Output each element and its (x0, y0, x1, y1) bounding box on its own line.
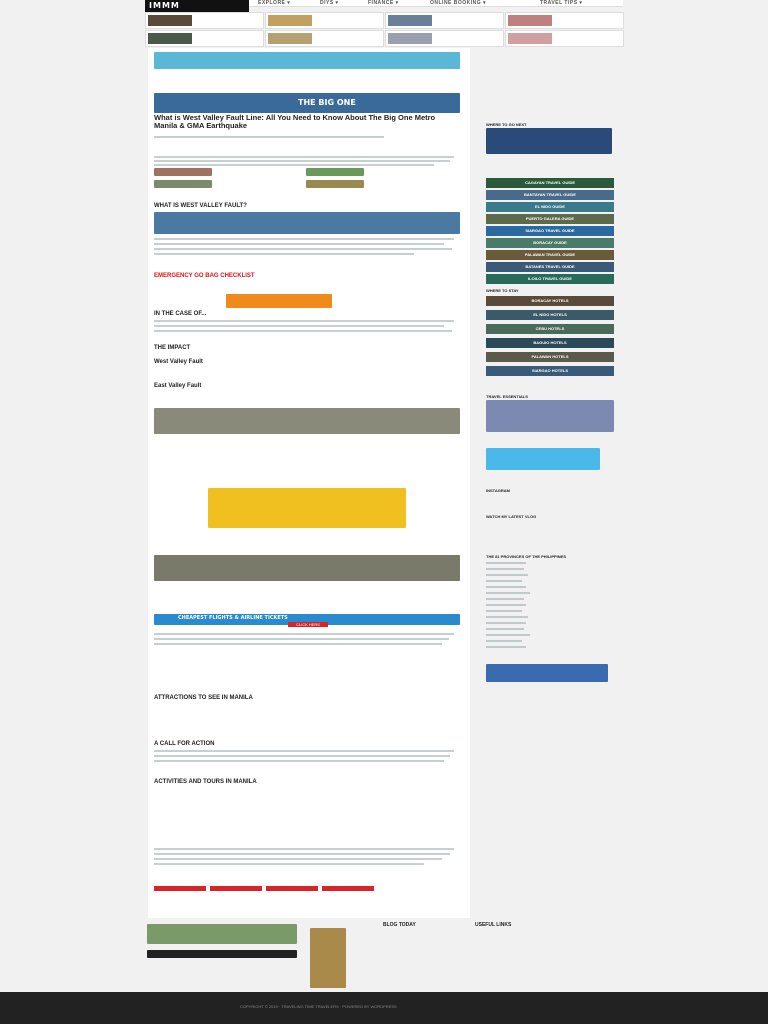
promo-image[interactable] (486, 448, 600, 470)
tripadvisor-badge[interactable] (147, 950, 297, 958)
stay-link[interactable]: CEBU HOTELS (486, 324, 614, 334)
section-heading: ATTRACTIONS TO SEE IN MANILA (154, 695, 253, 701)
ad-banner-image[interactable] (154, 52, 460, 69)
nav-item-online-booking[interactable]: ONLINE BOOKING ▾ (430, 0, 487, 6)
where-to-stay-title: WHERE TO STAY (486, 288, 519, 293)
site-footer (0, 992, 768, 1024)
guide-link[interactable]: PUERTO GALERA GUIDE (486, 214, 614, 224)
article-title: What is West Valley Fault Line: All You Need to Know About The Big One Metro Manila & GMA Earthquake (154, 113, 436, 130)
guide-link[interactable]: EL NIDO GUIDE (486, 202, 614, 212)
archive-title: THE 81 PROVINCES OF THE PHILIPPINES (486, 554, 567, 559)
featured-card[interactable] (145, 30, 264, 47)
section-heading: A CALL FOR ACTION (154, 741, 215, 747)
travel-essentials-image[interactable] (486, 400, 614, 432)
travel-essentials-title: TRAVEL ESSENTIALS (486, 394, 528, 399)
section-heading: EMERGENCY GO BAG CHECKLIST (154, 273, 255, 279)
sidebar (478, 48, 624, 918)
footer-image (147, 924, 297, 944)
guide-link[interactable]: BATANES TRAVEL GUIDE (486, 262, 614, 272)
featured-card[interactable] (505, 30, 624, 47)
hero-banner-text: THE BIG ONE (298, 98, 356, 107)
featured-card[interactable] (385, 30, 504, 47)
section-heading: WHAT IS WEST VALLEY FAULT? (154, 203, 247, 209)
cheapest-flights-title: CHEAPEST FLIGHTS & AIRLINE TICKETS (178, 615, 288, 621)
widget-image[interactable] (486, 664, 608, 682)
promo-banner[interactable] (226, 294, 332, 308)
stay-link[interactable]: BAGUIO HOTELS (486, 338, 614, 348)
nav-item-travel-tips[interactable]: TRAVEL TIPS ▾ (540, 0, 583, 6)
guide-link[interactable]: ILOILO TRAVEL GUIDE (486, 274, 614, 284)
stay-link[interactable]: PALAWAN HOTELS (486, 352, 614, 362)
click-here-button[interactable]: CLICK HERE (288, 622, 328, 627)
featured-grid (145, 12, 623, 47)
featured-card[interactable] (265, 12, 384, 29)
hazard-map-image (208, 488, 406, 528)
aerial-map-image (154, 555, 460, 581)
search-widget[interactable] (486, 128, 612, 154)
nav-item-explore[interactable]: EXPLORE ▾ (258, 0, 291, 6)
instagram-title: INSTAGRAM (486, 488, 510, 493)
guide-link[interactable]: BANTAYAN TRAVEL GUIDE (486, 190, 614, 200)
guide-link[interactable]: PALAWAN TRAVEL GUIDE (486, 250, 614, 260)
featured-card[interactable] (385, 12, 504, 29)
article-main (148, 48, 470, 918)
where-to-go-title: WHERE TO GO NEXT (486, 122, 527, 127)
section-heading: THE IMPACT (154, 345, 191, 351)
guide-link[interactable]: SIARGAO TRAVEL GUIDE (486, 226, 614, 236)
fault-map-image (154, 212, 460, 234)
stay-link[interactable]: SIARGAO HOTELS (486, 366, 614, 376)
copyright-text: COPYRIGHT © 2019 · TRAVELING TIME TRAVELERS · POWERED BY WORDPRESS (240, 1004, 397, 1009)
nav-item-finance[interactable]: FINANCE ▾ (368, 0, 399, 6)
section-heading: IN THE CASE OF... (154, 311, 207, 317)
guide-link[interactable]: BORACAY GUIDE (486, 238, 614, 248)
featured-card[interactable] (265, 30, 384, 47)
city-image (154, 408, 460, 434)
guide-link[interactable]: CAGAYAN TRAVEL GUIDE (486, 178, 614, 188)
blog-thumbnail[interactable] (310, 928, 346, 988)
stay-link[interactable]: EL NIDO HOTELS (486, 310, 614, 320)
latest-vlog-title: WATCH MY LATEST VLOG (486, 514, 537, 519)
stay-link[interactable]: BORACAY HOTELS (486, 296, 614, 306)
site-logo[interactable]: IMMM (145, 0, 249, 12)
blog-today-title: BLOG TODAY (383, 922, 416, 928)
featured-card[interactable] (505, 12, 624, 29)
footer-widgets (145, 920, 623, 990)
section-heading: West Valley Fault (154, 359, 203, 365)
useful-links-title: USEFUL LINKS (475, 922, 512, 928)
nav-item-diys[interactable]: DIYS ▾ (320, 0, 339, 6)
section-heading: East Valley Fault (154, 383, 202, 389)
featured-card[interactable] (145, 12, 264, 29)
section-heading: ACTIVITIES AND TOURS IN MANILA (154, 779, 257, 785)
